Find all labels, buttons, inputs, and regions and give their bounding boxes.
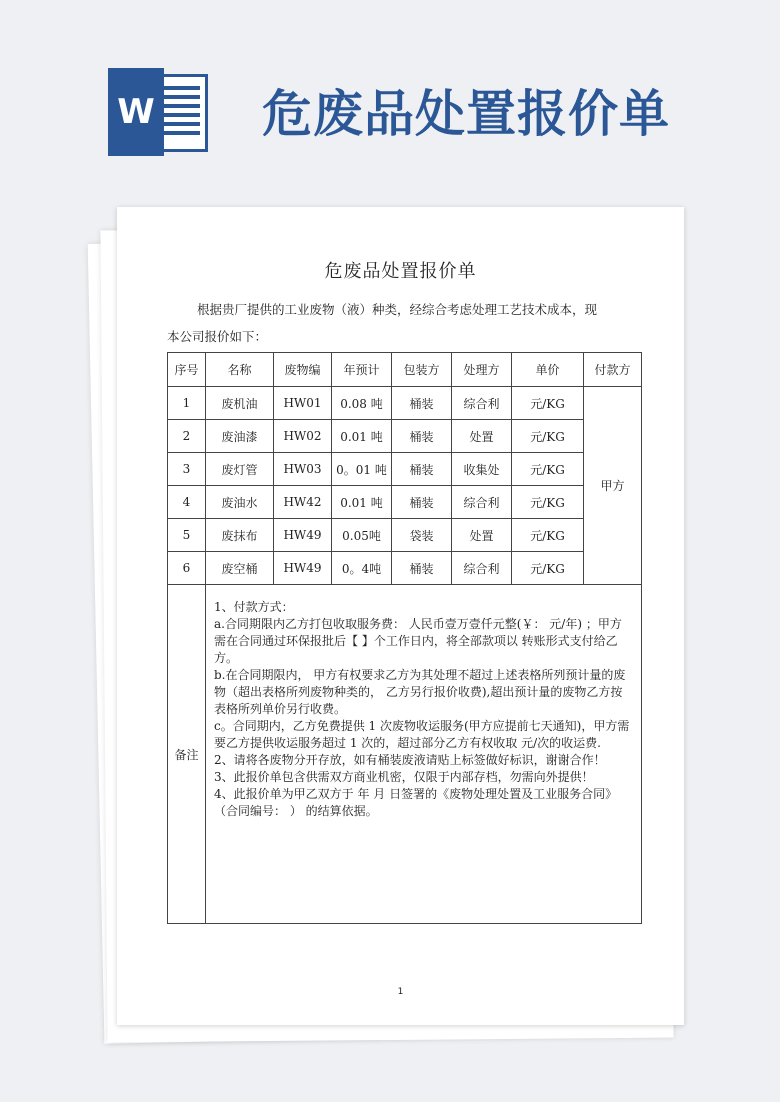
cell-annual: 0.01 吨 <box>332 420 392 453</box>
table-header-row <box>168 353 642 387</box>
cell-annual: 0.01 吨 <box>332 486 392 519</box>
word-icon-letter: W <box>108 68 164 156</box>
header-cell: 单价 <box>512 353 584 387</box>
table-row <box>168 519 642 552</box>
remark-line: a.合同期限内乙方打包收取服务费： 人民币壹万壹仟元整(￥： 元/年) ；甲方需在合同通过环保报批后【 】个工作日内，将全部款项以 转账形式支付给乙方。 <box>214 617 622 665</box>
header-cell: 序号 <box>168 353 206 387</box>
cell-name: 废机油 <box>206 387 274 420</box>
cell-price: 元/KG <box>512 420 584 453</box>
cell-no: 2 <box>168 420 206 453</box>
cell-code: HW49 <box>274 552 332 585</box>
remark-line: c。合同期内，乙方免费提供 1 次废物收运服务(甲方应提前七天通知)，甲方需要乙方提供收运服务超过 1 次的，超过部分乙方有权收取 元/次的收运费. <box>214 719 630 750</box>
cell-pack: 桶装 <box>392 453 452 486</box>
remark-line: 1、付款方式： <box>214 600 294 614</box>
intro-line-1: 根据贵厂提供的工业废物（液）种类，经综合考虑处理工艺技术成本，现 <box>197 302 598 317</box>
cell-method: 收集处 <box>452 453 512 486</box>
document-page <box>117 207 684 1025</box>
header-cell: 年预计 <box>332 353 392 387</box>
cell-method: 综合利 <box>452 486 512 519</box>
header-cell: 废物编 <box>274 353 332 387</box>
cell-name: 废油漆 <box>206 420 274 453</box>
word-doc-icon <box>108 68 208 156</box>
cell-code: HW01 <box>274 387 332 420</box>
cell-annual: 0.05吨 <box>332 519 392 552</box>
cell-no: 4 <box>168 486 206 519</box>
cell-code: HW03 <box>274 453 332 486</box>
remark-content <box>206 585 642 924</box>
cell-price: 元/KG <box>512 387 584 420</box>
intro-line-2: 本公司报价如下： <box>167 329 268 344</box>
cell-price: 元/KG <box>512 519 584 552</box>
cell-payer: 甲方 <box>584 387 642 585</box>
cell-no: 3 <box>168 453 206 486</box>
cell-method: 处置 <box>452 420 512 453</box>
table-row <box>168 486 642 519</box>
cell-method: 处置 <box>452 519 512 552</box>
cell-annual: 0。4吨 <box>332 552 392 585</box>
document-title: 危废品处置报价单 <box>324 261 477 282</box>
cell-no: 5 <box>168 519 206 552</box>
cell-price: 元/KG <box>512 552 584 585</box>
cell-price: 元/KG <box>512 453 584 486</box>
cell-name: 废灯管 <box>206 453 274 486</box>
remark-line: b.在合同期限内， 甲方有权要求乙方为其处理不超过上述表格所列预计量的废物（超出表格所列废物种类的， 乙方另行报价收费),超出预计量的废物乙方按表格所列单价另行收费。 <box>214 668 626 716</box>
remark-row <box>168 585 642 924</box>
header-cell: 名称 <box>206 353 274 387</box>
cell-pack: 袋装 <box>392 519 452 552</box>
table-row <box>168 420 642 453</box>
table-row <box>168 453 642 486</box>
cell-pack: 桶装 <box>392 552 452 585</box>
cell-annual: 0.08 吨 <box>332 387 392 420</box>
header-cell: 处理方 <box>452 353 512 387</box>
cell-code: HW02 <box>274 420 332 453</box>
cell-method: 综合利 <box>452 552 512 585</box>
cell-price: 元/KG <box>512 486 584 519</box>
table-row <box>168 387 642 420</box>
cell-name: 废空桶 <box>206 552 274 585</box>
table-row <box>168 552 642 585</box>
cell-code: HW49 <box>274 519 332 552</box>
cell-no: 6 <box>168 552 206 585</box>
remark-line: 3、此报价单包含供需双方商业机密，仅限于内部存档，勿需向外提供！ <box>214 770 594 784</box>
remark-label: 备注 <box>168 585 206 924</box>
quote-table <box>167 352 642 924</box>
cell-pack: 桶装 <box>392 387 452 420</box>
banner <box>0 0 780 190</box>
page-number: 1 <box>397 987 404 997</box>
cell-code: HW42 <box>274 486 332 519</box>
cell-pack: 桶装 <box>392 486 452 519</box>
cell-annual: 0。01 吨 <box>332 453 392 486</box>
banner-title: 危废品处置报价单 <box>262 85 670 143</box>
cell-pack: 桶装 <box>392 420 452 453</box>
cell-name: 废抹布 <box>206 519 274 552</box>
remark-line: 2、请将各废物分开存放，如有桶装废液请贴上标签做好标识，谢谢合作！ <box>214 753 606 767</box>
cell-method: 综合利 <box>452 387 512 420</box>
cell-no: 1 <box>168 387 206 420</box>
cell-name: 废油水 <box>206 486 274 519</box>
header-cell: 付款方 <box>584 353 642 387</box>
header-cell: 包装方 <box>392 353 452 387</box>
remark-line: 4、此报价单为甲乙双方于 年 月 日签署的《废物处理处置及工业服务合同》（合同编号： ） 的结算依据。 <box>214 787 618 818</box>
